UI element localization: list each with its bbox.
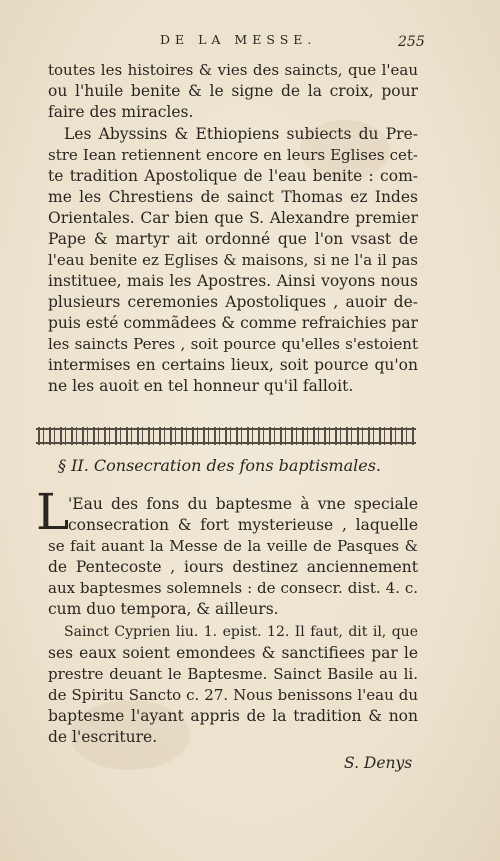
text-line: instituee, mais les Apostres. Ainsi voyons nous [48, 272, 418, 290]
text-line: de Pentecoste , iours destinez anciennement [48, 558, 418, 576]
text-line: plusieurs ceremonies Apostoliques , auoir de- [48, 293, 418, 311]
text-line: Orientales. Car bien que S. Alexandre premier [48, 209, 418, 227]
catchword: S. Denys [344, 754, 413, 772]
text-line: aux baptesmes solemnels : de consecr. dist. 4. c. [48, 579, 418, 597]
text-line: cum duo tempora, & ailleurs. [48, 600, 279, 618]
text-line: puis esté commãdees & comme refraichies par [48, 314, 418, 332]
section-heading: § II. Consecration des fons baptismales. [58, 456, 382, 475]
text-line: prestre deuant le Baptesme. Sainct Basile au li. [48, 665, 418, 683]
text-line: Les Abyssins & Ethiopiens subiects du Pre- [64, 125, 418, 143]
text-line: l'eau benite ez Eglises & maisons, si ne l'a il pas [48, 251, 418, 269]
text-line: stre Iean retiennent encore en leurs Eglises cet- [48, 146, 418, 164]
text-line: Pape & martyr ait ordonné que l'on vsast de [48, 230, 418, 248]
text-line: intermises en certains lieux, soit pource qu'on [48, 356, 418, 374]
text-line: consecration & fort mysterieuse , laquelle [68, 516, 418, 534]
running-head: DE LA MESSE. [160, 32, 317, 47]
ornamental-divider [36, 427, 416, 445]
page-number: 255 [398, 34, 425, 50]
text-line: les saincts Peres , soit pource qu'elles s'estoient [48, 335, 418, 353]
text-line: te tradition Apostolique de l'eau benite : com- [48, 167, 418, 185]
text-line: toutes les histoires & vies des saincts, que l'eau [48, 61, 418, 79]
text-line: se fait auant la Messe de la veille de Pasques & [48, 537, 418, 555]
text-line: baptesme l'ayant appris de la tradition & non [48, 707, 418, 725]
text-line: ses eaux soient emondees & sanctifiees par le [48, 644, 418, 662]
text-line: Sainct Cyprien liu. 1. epist. 12. Il faut, dit il, que [64, 624, 418, 640]
text-line: de Spiritu Sancto c. 27. Nous benissons l'eau du [48, 686, 418, 704]
text-line: ne les auoit en tel honneur qu'il falloit. [48, 377, 354, 395]
text-line: ou l'huile benite & le signe de la croix, pour [48, 82, 418, 100]
page-header [0, 30, 500, 52]
text-line: 'Eau des fons du baptesme à vne speciale [68, 495, 418, 513]
drop-cap: L [36, 483, 70, 541]
text-line: me les Chrestiens de sainct Thomas ez Indes [48, 188, 418, 206]
text-line: faire des miracles. [48, 103, 194, 121]
text-line: de l'escriture. [48, 728, 158, 746]
